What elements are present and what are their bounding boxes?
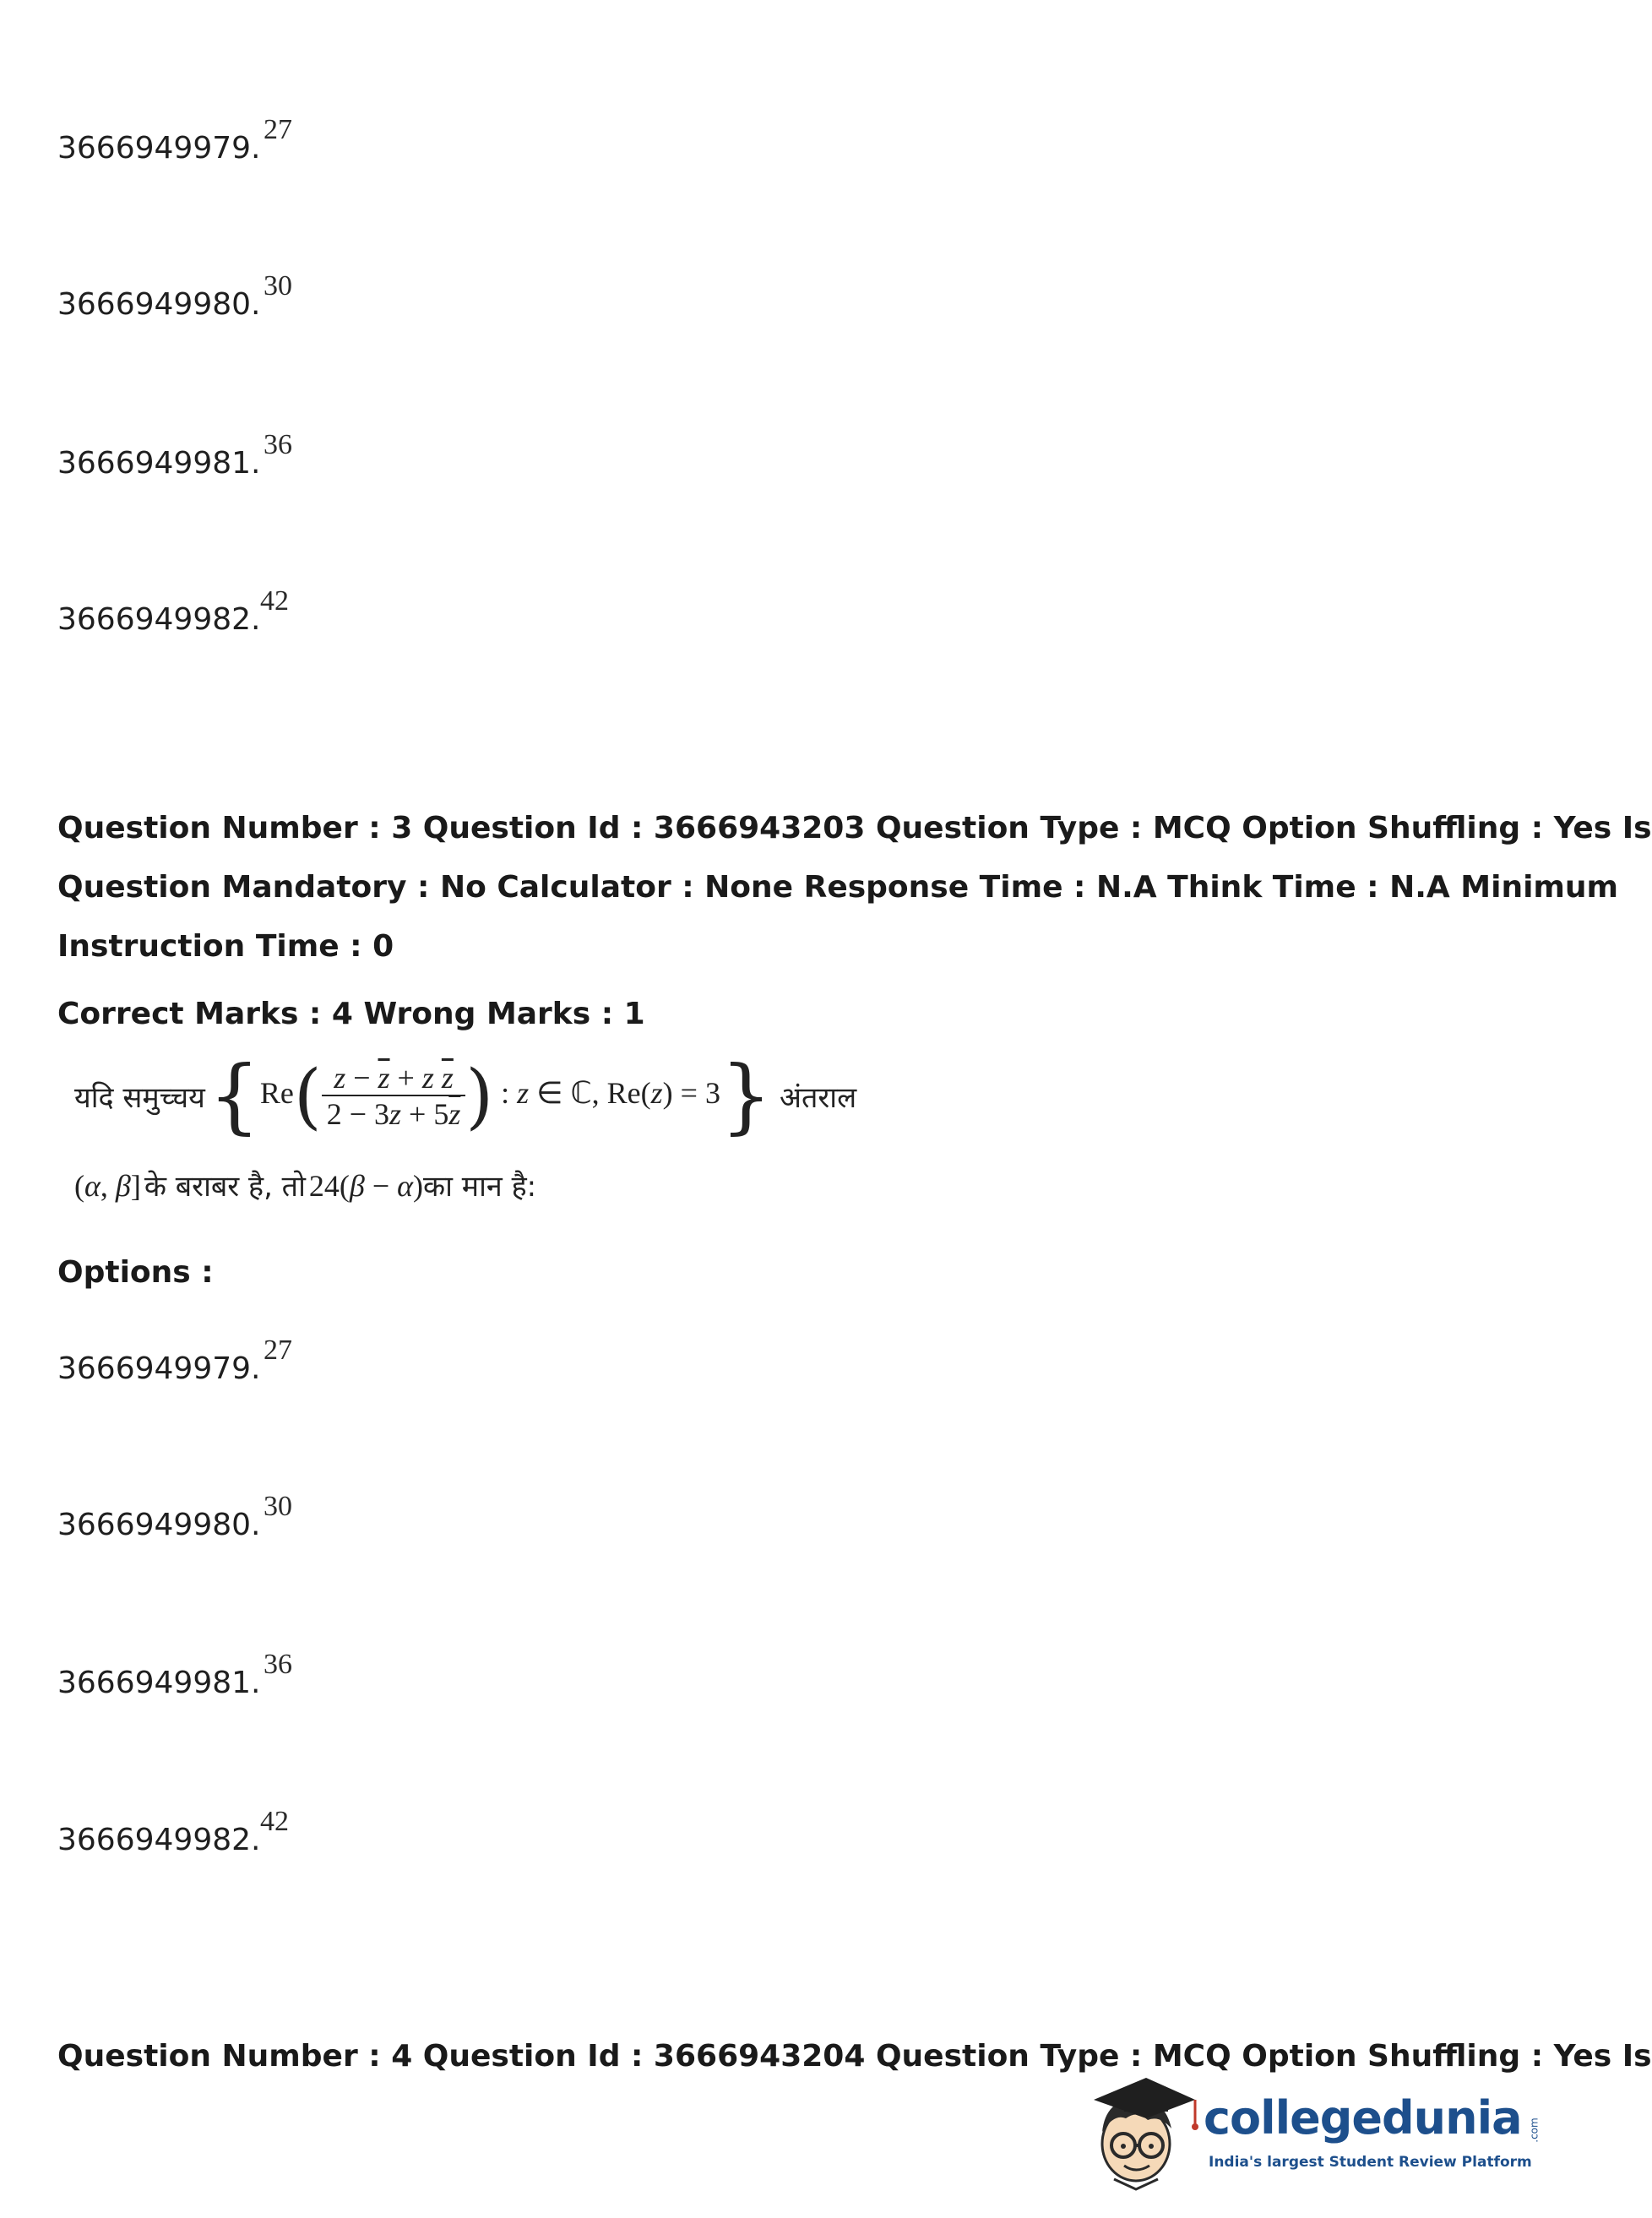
interval-expression: (α, β] [74, 1169, 141, 1203]
value-expression: 24(β − α) [308, 1169, 424, 1203]
option-id: 3666949982. [57, 602, 261, 637]
question-line-2 [74, 1166, 536, 1204]
question-line-1 [74, 1049, 857, 1144]
question-meta-line: Question Number : 4 Question Id : 3666943204 Question Type : MCQ Option Shuffling : Yes Is [57, 2039, 1652, 2074]
option-value: 42 [260, 585, 289, 617]
option-value: 42 [260, 1806, 289, 1837]
option-id: 3666949981. [57, 1666, 261, 1700]
question-text-image [74, 1049, 885, 1250]
option-value: 27 [264, 114, 292, 145]
option-id: 3666949980. [57, 1508, 261, 1542]
brand-wordmark [1204, 2091, 1546, 2145]
option-row[interactable] [57, 1806, 289, 1857]
option-value: 30 [264, 1491, 292, 1522]
option-id: 3666949981. [57, 446, 261, 481]
option-row[interactable] [57, 270, 292, 322]
option-row[interactable] [57, 1335, 292, 1386]
question-meta-line: Instruction Time : 0 [57, 929, 394, 964]
question-meta-line: Question Mandatory : No Calculator : None Response Time : N.A Think Time : N.A Minimum [57, 870, 1619, 905]
option-id: 3666949982. [57, 1823, 261, 1857]
question-marks: Correct Marks : 4 Wrong Marks : 1 [57, 997, 645, 1031]
option-row[interactable] [57, 429, 292, 481]
option-row[interactable] [57, 1491, 292, 1542]
option-value: 30 [264, 270, 292, 302]
options-label: Options : [57, 1255, 214, 1290]
option-value: 36 [264, 1649, 292, 1680]
mascot-icon [1077, 2066, 1204, 2193]
brand-suffix: .com [1528, 2117, 1541, 2143]
option-id: 3666949979. [57, 1351, 261, 1386]
question-hindi-text: का मान है: [423, 1170, 537, 1204]
option-row[interactable] [57, 1649, 292, 1700]
question-meta-line: Question Number : 3 Question Id : 3666943203 Question Type : MCQ Option Shuffling : Yes Is [57, 811, 1652, 845]
question-hindi-text: के बराबर है, तो [144, 1170, 306, 1204]
brand-tagline: India's largest Student Review Platform [1209, 2154, 1532, 2171]
set-expression: {Re( $\frac{z - \overline{z} + z \overline{z}}{2 - 3z + 5\overline{z}}$ ) : z ∈ ℂ, Re(z) = 3} [208, 1049, 773, 1144]
option-id: 3666949980. [57, 287, 261, 322]
question-hindi-text: अंतराल [780, 1081, 857, 1115]
option-value: 36 [264, 429, 292, 460]
collegedunia-logo [1077, 2066, 1541, 2193]
option-row[interactable] [57, 114, 292, 166]
question-hindi-text: यदि समुच्चय [74, 1081, 205, 1115]
option-value: 27 [264, 1335, 292, 1366]
option-id: 3666949979. [57, 131, 261, 166]
brand-name: collegedunia [1204, 2091, 1522, 2145]
option-row[interactable] [57, 585, 289, 637]
